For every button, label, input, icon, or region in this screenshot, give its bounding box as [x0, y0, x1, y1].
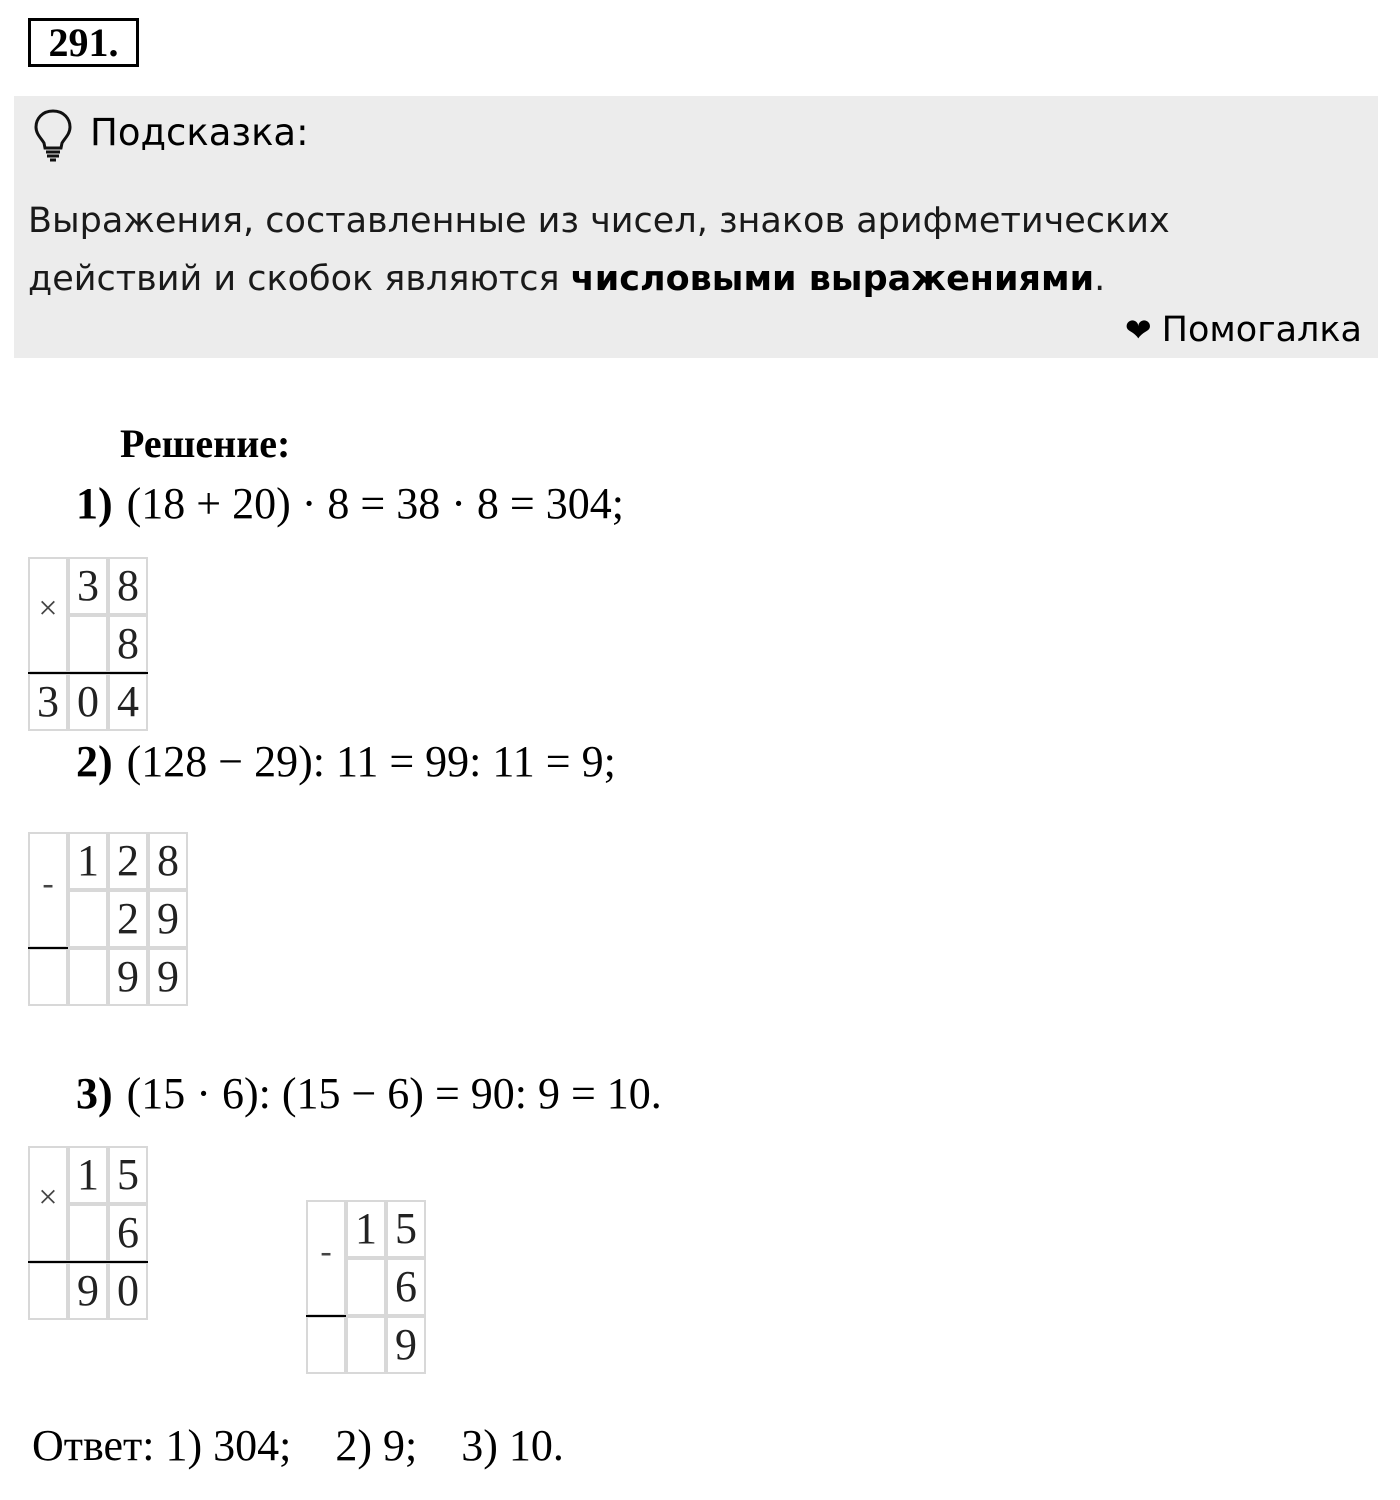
hint-text-part: Выражения, составленные из чисел, знаков арифметических действий и скобок являются [28, 201, 1170, 299]
task-number: 291. [28, 18, 139, 67]
operator-sign: - [42, 865, 54, 902]
digit-cell: 0 [108, 1262, 148, 1320]
digit-cell [68, 948, 108, 1006]
digit-cell [346, 1316, 386, 1374]
heart-icon: ❤ [1124, 311, 1152, 349]
step-expression: (15 · 6): (15 − 6) = 90: 9 = 10. [126, 1069, 662, 1118]
digit-cell: 6 [386, 1258, 426, 1316]
hint-term: числовыми выражениями [570, 259, 1095, 299]
digit-cell: 5 [108, 1146, 148, 1204]
digit-cell [68, 1204, 108, 1262]
digit-cell: 6 [108, 1204, 148, 1262]
hint-brand [1125, 306, 1362, 354]
digit-cell: 8 [148, 832, 188, 890]
digit-cell [28, 948, 68, 1006]
digit-cell: 9 [148, 948, 188, 1006]
step-number: 2) [76, 737, 113, 786]
operator-sign: × [38, 590, 58, 627]
digit-cell: 9 [386, 1316, 426, 1374]
step-expression: (128 − 29): 11 = 99: 11 = 9; [126, 737, 616, 786]
digit-cell [68, 890, 108, 948]
digit-cell [346, 1258, 386, 1316]
digit-cell [28, 1262, 68, 1320]
digit-cell: 4 [108, 673, 148, 731]
brand-name: Помогалка [1161, 310, 1362, 350]
digit-cell: 1 [346, 1200, 386, 1258]
digit-cell: 5 [386, 1200, 426, 1258]
hint-text-end: . [1094, 259, 1106, 299]
digit-cell: 3 [68, 557, 108, 615]
digit-cell: 9 [108, 948, 148, 1006]
step-number: 1) [76, 479, 113, 528]
result-line [28, 947, 68, 949]
result-line [306, 1315, 346, 1317]
digit-cell: 1 [68, 1146, 108, 1204]
answer: Ответ: 1) 304; 2) 9; 3) 10. [32, 1421, 564, 1470]
digit-cell [306, 1316, 346, 1374]
digit-cell: 2 [108, 890, 148, 948]
digit-cell: 2 [108, 832, 148, 890]
digit-cell: 0 [68, 673, 108, 731]
lightbulb-icon [32, 108, 74, 167]
digit-cell: 8 [108, 557, 148, 615]
digit-cell: 9 [148, 890, 188, 948]
result-line [28, 1261, 148, 1263]
digit-cell: 1 [68, 832, 108, 890]
hint-text [28, 192, 1348, 308]
solution-heading: Решение: [120, 421, 291, 466]
hint-box [14, 96, 1378, 358]
hint-title: Подсказка: [90, 111, 309, 154]
digit-cell: 3 [28, 673, 68, 731]
operator-sign: - [320, 1233, 332, 1270]
step-3 [76, 1066, 662, 1122]
digit-cell: 8 [108, 615, 148, 673]
digit-cell [68, 615, 108, 673]
digit-cell: 9 [68, 1262, 108, 1320]
operator-sign: × [38, 1179, 58, 1216]
step-1 [76, 476, 624, 532]
step-expression: (18 + 20) · 8 = 38 · 8 = 304; [126, 479, 624, 528]
result-line [28, 672, 148, 674]
step-2 [76, 734, 616, 790]
step-number: 3) [76, 1069, 113, 1118]
